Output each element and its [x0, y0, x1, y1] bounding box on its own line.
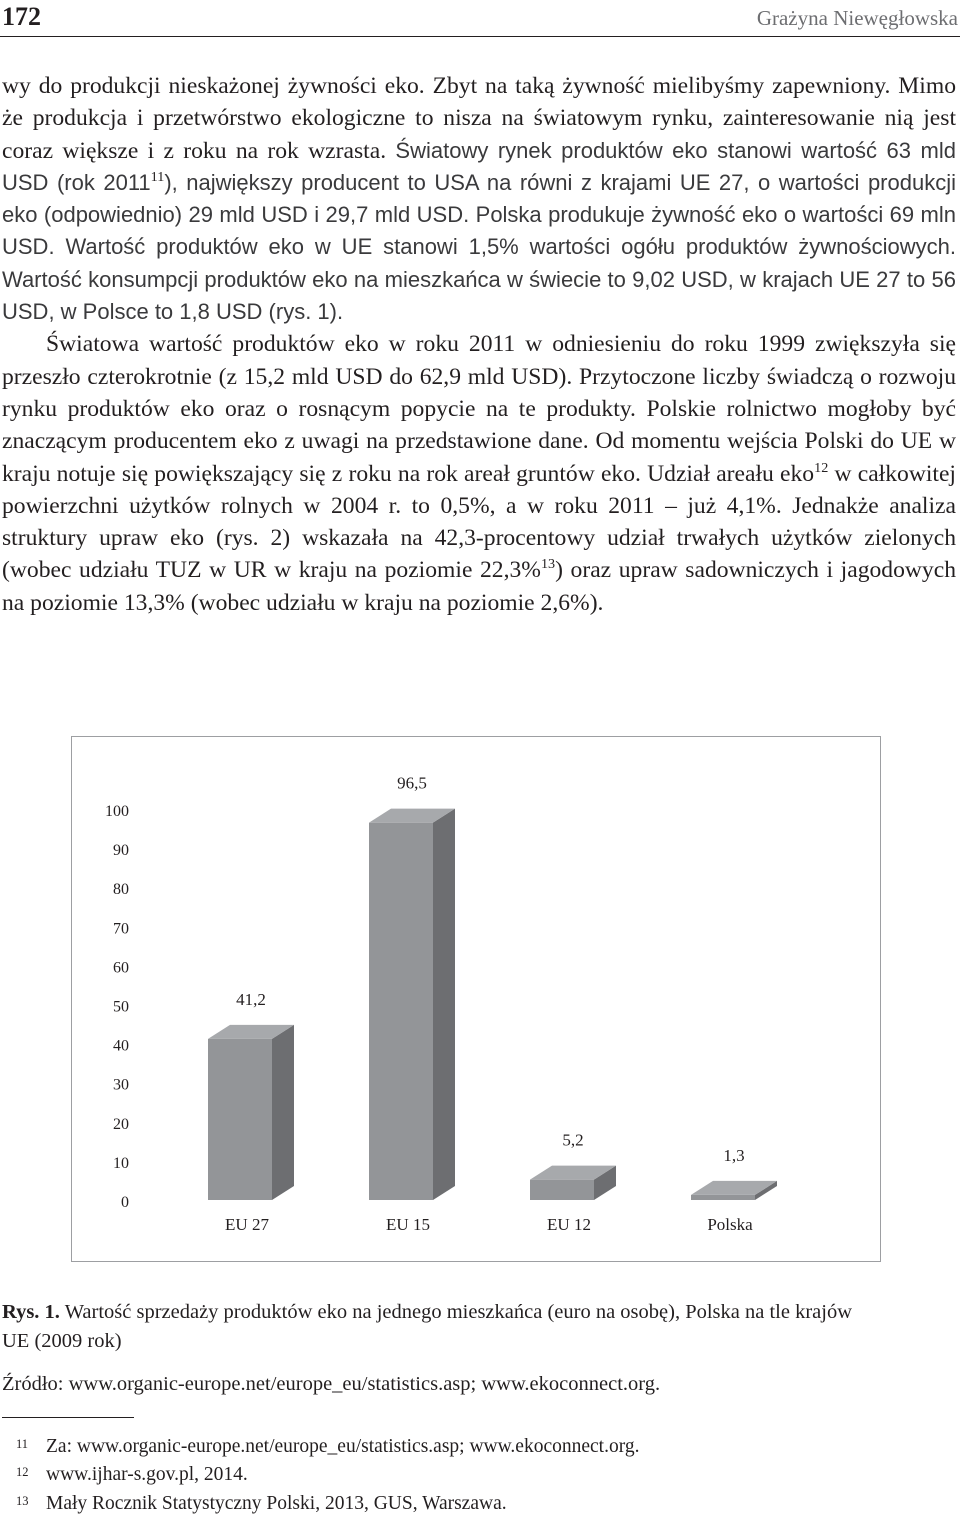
x-category-label: EU 12	[547, 1215, 591, 1234]
footnote-11	[16, 1433, 926, 1461]
x-category-label: Polska	[707, 1215, 753, 1234]
bar	[530, 1180, 594, 1200]
y-tick-label: 10	[113, 1154, 129, 1172]
bar	[208, 1039, 272, 1200]
footnotes	[16, 1433, 926, 1518]
footnote-separator	[2, 1417, 134, 1418]
y-tick-label: 30	[113, 1076, 129, 1094]
bar-value-label: 41,2	[236, 989, 266, 1009]
y-tick-label: 70	[113, 920, 129, 938]
y-tick-label: 60	[113, 959, 129, 977]
p2-sentence-3: ) oraz upraw sadowniczych i jagodowych na poziomie 13,3% (wobec udziału w kraju na poziomie 2,6%).	[2, 557, 956, 616]
bar-value-label: 1,3	[723, 1145, 745, 1165]
figure-caption	[2, 1298, 862, 1356]
footnote-number: 11	[16, 1437, 29, 1451]
bar	[369, 823, 433, 1200]
footnote-number: 12	[16, 1465, 29, 1480]
y-tick-label: 100	[105, 803, 129, 820]
bar-side	[272, 1025, 294, 1200]
figure-caption-text: Wartość sprzedaży produktów eko na jednego mieszkańca (euro na osobę), Polska na tle krajów UE (2009 rok)	[2, 1301, 853, 1352]
bar	[691, 1195, 755, 1200]
footnote-13	[16, 1490, 926, 1518]
paragraph-2	[2, 328, 956, 619]
footnote-12	[16, 1461, 926, 1489]
y-tick-label: 0	[121, 1194, 129, 1211]
page-number: 172	[2, 2, 41, 31]
y-tick-label: 50	[113, 998, 129, 1016]
bar-value-label: 96,5	[397, 773, 427, 793]
p2-sentence-2: w całkowitej powierzchni użytków rolnych w 2004 r. to 0,5%, a w roku 2011 – już 4,1%. Jednakże analiza struktury upraw eko (rys. 2) wskazała na 42,3-procentowy udział trwałych użytków zielonych (wobec udziału TUZ w UR w kraju na poziomie 22,3%	[2, 460, 956, 584]
y-tick-label: 40	[113, 1037, 129, 1055]
footnote-text: www.ijhar-s.gov.pl, 2014.	[46, 1464, 248, 1486]
x-category-label: EU 15	[386, 1215, 430, 1234]
bar-side	[433, 809, 455, 1200]
footnote-text: Mały Rocznik Statystyczny Polski, 2013, GUS, Warszawa.	[46, 1492, 507, 1514]
figure-label: Rys. 1.	[2, 1301, 60, 1323]
body-text	[2, 70, 956, 619]
p1-sentence-2: Światowy rynek produktów eko stanowi wartość 63 mld USD (rok 2011	[2, 137, 956, 195]
y-tick-label: 80	[113, 881, 129, 899]
footnote-ref-11[interactable]: 11	[150, 169, 165, 186]
p2-sentence-1: Światowa wartość produktów eko w roku 2011 w odniesieniu do roku 1999 zwiększyła się przeszło czterokrotnie (z 15,2 mld USD do 62,9 mld USD). Przytoczone liczby świadczą o rozwoju rynku produktów eko oraz o rosnącym popycie na te produkty. Polskie rolnictwo mogłoby być znaczącym producentem eko z uwagi na przedstawione dane. Od momentu wejścia Polski do UE w kraju notuje się powiększający się z roku na rok areał gruntów eko. Udział areału eko	[2, 331, 956, 487]
y-tick-label: 20	[113, 1115, 129, 1133]
bar-value-label: 5,2	[562, 1130, 584, 1150]
p1-sentence-1: wy do produkcji nieskażonej żywności eko. Zbyt na taką żywność mielibyśmy zapewniony. Mimo że produkcja i przetwórstwo ekologiczne to nisza na światowym rynku, zainteresowanie nią jest coraz większe i z roku na rok wzrasta.	[2, 73, 956, 164]
footnote-text: Za: www.organic-europe.net/europe_eu/statistics.asp; www.ekoconnect.org.	[46, 1436, 640, 1457]
page-header	[0, 0, 960, 37]
x-category-label: EU 27	[225, 1215, 269, 1234]
p1-sentence-3: ), największy producent to USA na równi z krajami UE 27, o wartości produkcji eko (odpowiednio) 29 mld USD i 29,7 mld USD. Polska produkuje żywność eko o wartości 69 mln USD. Wartość produktów eko w UE stanowi 1,5% wartości ogółu produktów żywnościowych. Wartość konsumpcji produktów eko na mieszkańca w świecie to 9,02 USD, w krajach UE 27 to 56 USD, w Polsce to 1,8 USD (rys. 1).	[2, 169, 956, 325]
footnote-number: 13	[16, 1493, 29, 1508]
chart-frame	[71, 736, 881, 1262]
figure-source: Źródło: www.organic-europe.net/europe_eu/statistics.asp; www.ekoconnect.org.	[2, 1373, 661, 1395]
footnote-ref-13[interactable]: 13	[540, 556, 556, 573]
footnote-ref-12[interactable]: 12	[814, 459, 829, 476]
bar-chart	[72, 737, 880, 1261]
running-head: Grażyna Niewęgłowska	[756, 6, 958, 30]
paragraph-1	[2, 70, 956, 328]
y-tick-label: 90	[113, 842, 129, 860]
